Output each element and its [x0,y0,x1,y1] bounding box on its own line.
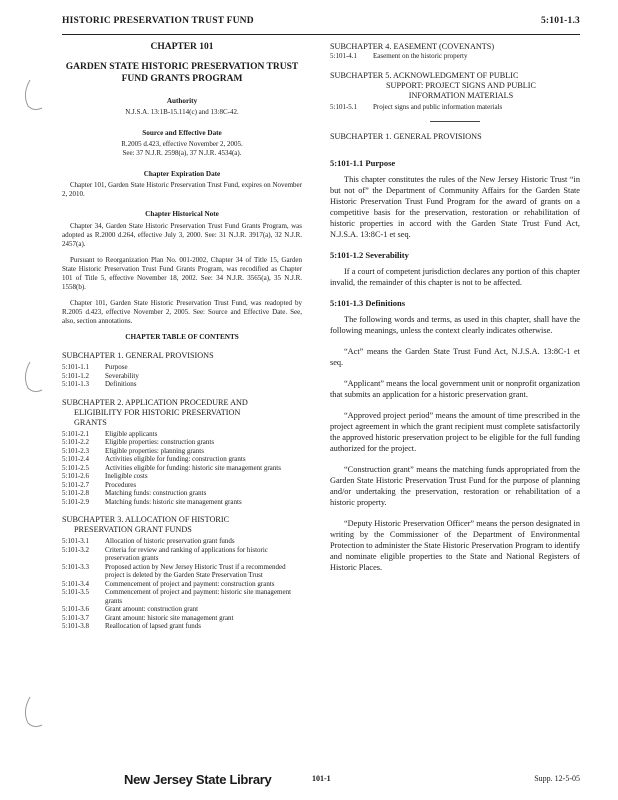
toc-subchapter-title: SUBCHAPTER 1. GENERAL PROVISIONS [62,351,214,360]
toc-item [62,447,302,456]
toc-item-title: Purpose [105,363,128,371]
history-paragraph: Chapter 101, Garden State Historic Preservation Trust Fund, was readopted by R.2005 d.423, effective November 2, 2005. See: Source and Effective Date. See, also, section annotations. [62,299,302,325]
section-heading: 5:101-1.2 Severability [330,250,409,260]
margin-punch-mark [20,360,44,396]
toc-item [62,430,302,439]
definition-paragraph: “Applicant” means the local government unit or nonprofit organization that submits an application for a historic preservation grant. [330,379,580,399]
toc-item-title: Matching funds: historic site management grants [105,497,242,506]
page-footer [0,770,618,790]
toc-item-number: 5:101-5.1 [330,102,358,111]
toc-item-number: 5:101-2.4 [62,455,90,463]
toc-item-title: Grant amount: construction grant [105,605,199,613]
toc-item [62,546,302,563]
toc-item-number: 5:101-1.3 [62,380,90,388]
toc-item-title: Reallocation of lapsed grant funds [105,622,202,630]
right-column [330,42,580,583]
history-paragraph: Pursuant to Reorganization Plan No. 001-2002, Chapter 34 of Title 15, Garden State Historic Preservation Trust Fund Grants Program, was recodified as Chapter 101 of Title 5, effective November 18, 2002. See: 34 N.J.R. 3565(a), 35 N.J.R. 1558(b). [62,256,302,291]
toc-subchapter-title-cont: SUPPORT: PROJECT SIGNS AND PUBLIC [386,80,536,90]
toc-item-title: Commencement of project and payment: historic site management grants [105,588,292,605]
toc-item [62,537,302,546]
toc-item-number: 5:101-1.1 [62,363,90,371]
toc-item-title: Ineligible costs [105,472,148,480]
toc-item-number: 5:101-1.2 [62,371,90,380]
toc-item-number: 5:101-2.6 [62,472,90,480]
toc-item-number: 5:101-3.5 [62,588,90,596]
toc-subchapter-title-cont: INFORMATION MATERIALS [408,90,514,100]
toc-item-title: Severability [105,371,139,380]
toc-item [62,372,302,381]
toc-item-number: 5:101-2.9 [62,497,90,506]
toc-subchapter-title: SUBCHAPTER 5. ACKNOWLEDGMENT OF PUBLIC [330,70,519,80]
toc-item-number: 5:101-2.3 [62,446,90,455]
definition-paragraph: “Deputy Historic Preservation Officer” means the person designated in writing by the Commissioner of the Department of Environmental Protection to administer the State Historic Preservation Program to identify and nominate eligible properties to the State and National Registers of Historic Places. [330,519,581,572]
toc-item-title: Eligible applicants [105,429,158,438]
chapter-number: CHAPTER 101 [150,42,214,52]
toc-subchapter [62,398,302,507]
toc-item-title: Procedures [105,480,137,489]
toc-item [62,464,302,473]
margin-punch-mark [20,695,44,731]
toc-item [62,481,302,490]
section-divider [430,121,480,122]
header-title: HISTORIC PRESERVATION TRUST FUND [62,16,254,26]
history-heading: Chapter Historical Note [145,210,219,218]
toc-item [62,438,302,447]
section-text: This chapter constitutes the rules of the New Jersey Historic Trust “in but not of” the Department of Community Affairs for the Garden State Historic Preservation Trust Fund Program for the award of grants on a competitive basis for the preservation, restoration or rehabilitation of historic properties in accord with the Garden State Trust Fund Act, N.J.S.A. 13:8C-1 et seq. [330,175,580,239]
toc-item-title: Activities eligible for funding: historic site management grants [105,463,281,472]
toc-item [62,614,302,623]
history-paragraph: Chapter 34, Garden State Historic Preservation Trust Fund Grants Program, was adopted as R.2000 d.264, effective July 3, 2000. See: 31 N.J.R. 3917(a), 32 N.J.R. 2457(a). [62,222,302,248]
toc-item-title: Matching funds: construction grants [105,489,207,497]
toc-item-title: Proposed action by New Jersey Historic Trust if a recommended project is deleted by the Garden State Preservation Trust [105,562,286,579]
toc-item-number: 5:101-2.8 [62,489,90,497]
toc-item-number: 5:101-2.7 [62,480,90,489]
toc-item [62,363,302,372]
toc-subchapter-title-cont: GRANTS [74,417,107,427]
toc-item-title: Activities eligible for funding: construction grants [105,455,246,463]
supplement-date: Supp. 12-5-05 [534,774,580,783]
toc-subchapter [62,351,302,389]
toc-item [330,103,580,112]
section-text: The following words and terms, as used in this chapter, shall have the following meanings, unless the context clearly indicates otherwise. [330,315,580,335]
toc-item-number: 5:101-3.6 [62,605,90,613]
toc-subchapter-title-cont: PRESERVATION GRANT FUNDS [74,525,192,534]
definition-paragraph: “Construction grant” means the matching funds appropriated from the Garden State Historic Preservation Trust Fund for the purpose of planning and/or undertaking the preservation, restoration or rehabilitation of a historic property. [330,465,580,507]
toc-item-title: Grant amount: historic site management grant [105,613,234,622]
definition-paragraph: “Act” means the Garden State Trust Fund Act, N.J.S.A. 13:8C-1 et seq. [330,347,580,367]
toc-item-title: Allocation of historic preservation grant funds [105,537,235,545]
toc-item-title: Definitions [105,380,137,388]
toc-item [62,380,302,389]
toc-heading: CHAPTER TABLE OF CONTENTS [125,333,239,341]
toc-item-number: 5:101-3.7 [62,613,90,622]
toc-item [62,455,302,464]
expiration-heading: Chapter Expiration Date [143,170,221,178]
header-section-number: 5:101-1.3 [540,16,580,26]
toc-item-number: 5:101-3.1 [62,537,90,545]
running-header [62,16,580,32]
toc-item-number: 5:101-2.2 [62,438,90,446]
left-column [62,42,302,631]
margin-punch-mark [20,78,44,114]
toc-subchapter [62,515,302,631]
source-heading: Source and Effective Date [142,129,222,137]
toc-item-number: 5:101-3.8 [62,622,90,630]
chapter-title: GARDEN STATE HISTORIC PRESERVATION TRUST FUND GRANTS PROGRAM [65,62,299,84]
toc-item [330,52,580,61]
header-rule [62,34,580,35]
definition-paragraph: “Approved project period” means the amount of time prescribed in the project agreement in which the grant recipient must complete satisfactorily the approved historic preservation project to be eligible for the full funding authorized for the project. [330,411,580,453]
authority-text: N.J.S.A. 13:1B-15.114(c) and 13:8C-42. [125,108,239,116]
expiration-text: Chapter 101, Garden State Historic Preservation Trust Fund, expires on November 2, 2010. [62,181,302,198]
toc-item-number: 5:101-3.2 [62,545,90,554]
toc-item-title: Project signs and public information materials [373,102,503,111]
source-text-2: See: 37 N.J.R. 2598(a), 37 N.J.R. 4534(a). [122,149,242,157]
toc-item [62,588,302,605]
toc-item [62,580,302,589]
toc-item-title: Commencement of project and payment: construction grants [105,579,275,588]
toc-subchapter-title: SUBCHAPTER 2. APPLICATION PROCEDURE AND [62,397,248,407]
library-stamp: New Jersey State Library [124,772,272,787]
toc-item-number: 5:101-4.1 [330,52,358,60]
toc-item-title: Eligible properties: planning grants [105,446,204,455]
toc-item-number: 5:101-3.4 [62,579,90,588]
toc-item [62,472,302,481]
section-heading: 5:101-1.1 Purpose [330,158,396,168]
toc-item [62,489,302,498]
authority-heading: Authority [166,97,198,105]
subchapter-heading: SUBCHAPTER 1. GENERAL PROVISIONS [330,132,482,141]
page-number: 101-1 [312,774,331,783]
toc-item-number: 5:101-2.5 [62,463,90,472]
toc-item-title: Eligible properties: construction grants [105,438,215,446]
section-heading: 5:101-1.3 Definitions [330,298,406,308]
toc-item [62,563,302,580]
toc-subchapter-title-cont: ELIGIBILITY FOR HISTORIC PRESERVATION [74,407,241,417]
toc-item-number: 5:101-2.1 [62,429,90,438]
toc-item-title: Criteria for review and ranking of applications for historic preservation grants [105,545,268,562]
source-text-1: R.2005 d.423, effective November 2, 2005. [121,140,243,148]
toc-item-title: Easement on the historic property [373,52,468,60]
toc-subchapter-title: SUBCHAPTER 4. EASEMENT (COVENANTS) [330,42,495,51]
toc-item [62,622,302,631]
toc-item [62,605,302,614]
toc-item [62,498,302,507]
toc-subchapter-title: SUBCHAPTER 3. ALLOCATION OF HISTORIC [62,515,230,524]
toc-item-number: 5:101-3.3 [62,562,90,571]
section-text: If a court of competent jurisdiction declares any portion of this chapter invalid, the remainder of this chapter is not to be affected. [330,267,580,287]
